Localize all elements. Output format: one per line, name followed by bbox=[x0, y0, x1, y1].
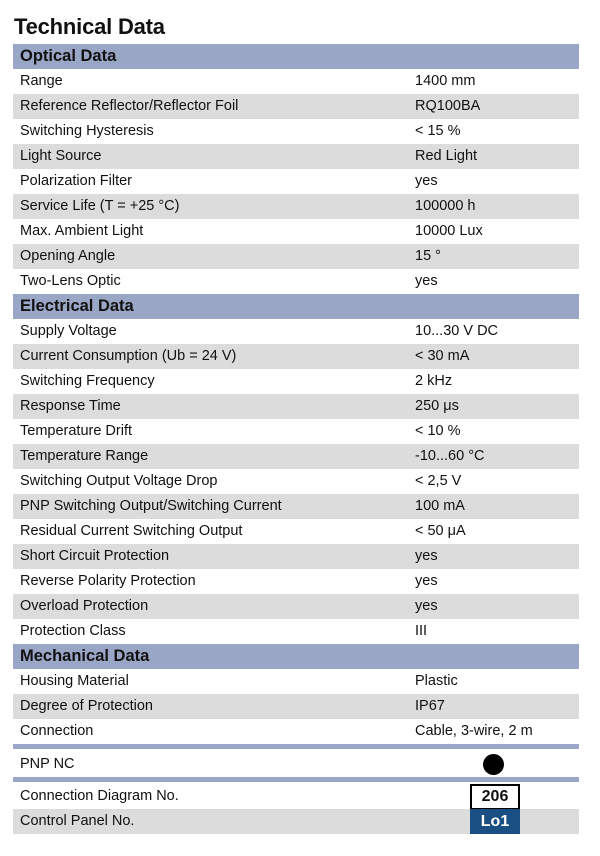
row-value: 100 mA bbox=[415, 498, 465, 514]
row-label: Max. Ambient Light bbox=[20, 223, 144, 239]
row-value: III bbox=[415, 623, 428, 639]
table-row bbox=[13, 69, 579, 94]
row-label: Temperature Range bbox=[20, 448, 149, 464]
connection-diagram-label: Connection Diagram No. bbox=[20, 788, 179, 804]
table-row bbox=[13, 119, 579, 144]
table-row bbox=[13, 144, 579, 169]
page-title: Technical Data bbox=[14, 14, 165, 39]
row-value: yes bbox=[415, 273, 438, 289]
separator bbox=[13, 777, 579, 782]
row-label: Light Source bbox=[20, 148, 102, 164]
section-heading: Electrical Data bbox=[13, 294, 579, 319]
table-row bbox=[13, 694, 579, 719]
table-row bbox=[13, 619, 579, 644]
row-value: 15 ° bbox=[415, 248, 441, 264]
row-label: Service Life (T = +25 °C) bbox=[20, 198, 180, 214]
table-row bbox=[13, 169, 579, 194]
output-row bbox=[13, 752, 579, 777]
table-row bbox=[13, 344, 579, 369]
row-value: -10...60 °C bbox=[415, 448, 485, 464]
table-row bbox=[13, 719, 579, 744]
table-row bbox=[13, 394, 579, 419]
table-row bbox=[13, 369, 579, 394]
row-value: Plastic bbox=[415, 673, 458, 689]
technical-data-table bbox=[13, 44, 579, 744]
row-value: 2 kHz bbox=[415, 373, 453, 389]
row-value: < 10 % bbox=[415, 423, 461, 439]
table-row bbox=[13, 594, 579, 619]
table-row bbox=[13, 569, 579, 594]
connection-diagram-row bbox=[13, 784, 579, 809]
row-value: < 30 mA bbox=[415, 348, 470, 364]
row-label: Switching Hysteresis bbox=[20, 123, 154, 139]
row-label: Residual Current Switching Output bbox=[20, 523, 243, 539]
row-label: Switching Frequency bbox=[20, 373, 155, 389]
row-label: Switching Output Voltage Drop bbox=[20, 473, 218, 489]
table-row bbox=[13, 469, 579, 494]
row-value: 1400 mm bbox=[415, 73, 476, 89]
row-value: yes bbox=[415, 548, 438, 564]
row-label: Reverse Polarity Protection bbox=[20, 573, 196, 589]
table-row bbox=[13, 319, 579, 344]
output-label: PNP NC bbox=[20, 756, 75, 772]
table-row bbox=[13, 269, 579, 294]
section-heading: Optical Data bbox=[13, 44, 579, 69]
table-row bbox=[13, 94, 579, 119]
control-panel-label: Control Panel No. bbox=[20, 813, 135, 829]
row-label: Response Time bbox=[20, 398, 121, 414]
row-label: PNP Switching Output/Switching Current bbox=[20, 498, 282, 514]
row-value: 10...30 V DC bbox=[415, 323, 499, 339]
row-label: Short Circuit Protection bbox=[20, 548, 170, 564]
table-row bbox=[13, 669, 579, 694]
row-label: Connection bbox=[20, 723, 94, 739]
control-panel-row bbox=[13, 809, 579, 834]
row-value: 250 μs bbox=[415, 398, 459, 414]
row-value: < 50 μA bbox=[415, 523, 466, 539]
table-row bbox=[13, 519, 579, 544]
row-label: Range bbox=[20, 73, 63, 89]
row-label: Protection Class bbox=[20, 623, 126, 639]
separator bbox=[13, 744, 579, 749]
row-label: Housing Material bbox=[20, 673, 129, 689]
control-panel-number: Lo1 bbox=[470, 809, 520, 834]
row-value: < 15 % bbox=[415, 123, 461, 139]
row-label: Opening Angle bbox=[20, 248, 116, 264]
row-label: Two-Lens Optic bbox=[20, 273, 121, 289]
table-row bbox=[13, 419, 579, 444]
table-row bbox=[13, 494, 579, 519]
row-label: Temperature Drift bbox=[20, 423, 133, 439]
table-row bbox=[13, 194, 579, 219]
row-label: Degree of Protection bbox=[20, 698, 153, 714]
filled-circle-icon bbox=[483, 754, 504, 775]
row-value: 10000 Lux bbox=[415, 223, 483, 239]
row-value: Cable, 3-wire, 2 m bbox=[415, 723, 533, 739]
table-row bbox=[13, 219, 579, 244]
row-value: yes bbox=[415, 598, 438, 614]
row-value: IP67 bbox=[415, 698, 445, 714]
table-row bbox=[13, 244, 579, 269]
row-value: Red Light bbox=[415, 148, 478, 164]
row-value: < 2,5 V bbox=[415, 473, 462, 489]
row-label: Current Consumption (Ub = 24 V) bbox=[20, 348, 237, 364]
row-label: Polarization Filter bbox=[20, 173, 133, 189]
row-label: Overload Protection bbox=[20, 598, 149, 614]
row-value: 100000 h bbox=[415, 198, 476, 214]
section-heading: Mechanical Data bbox=[13, 644, 579, 669]
connection-diagram-number: 206 bbox=[470, 784, 520, 810]
row-label: Supply Voltage bbox=[20, 323, 117, 339]
table-row bbox=[13, 444, 579, 469]
row-value: yes bbox=[415, 173, 438, 189]
table-row bbox=[13, 544, 579, 569]
row-value: yes bbox=[415, 573, 438, 589]
row-label: Reference Reflector/Reflector Foil bbox=[20, 98, 239, 114]
row-value: RQ100BA bbox=[415, 98, 481, 114]
